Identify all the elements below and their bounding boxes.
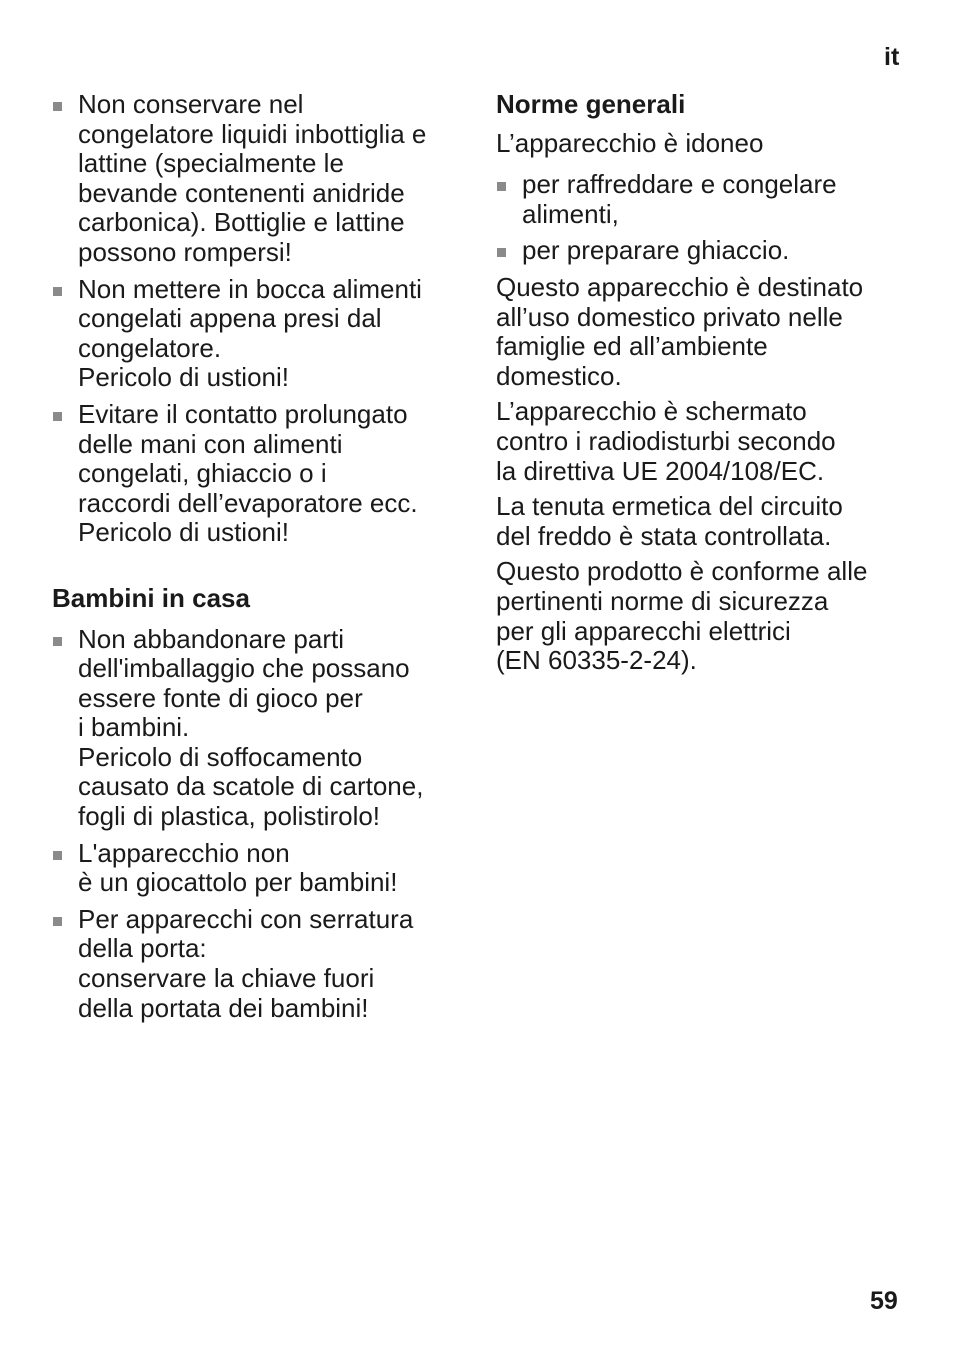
- section-heading-general-rules: Norme generali: [496, 89, 686, 119]
- square-bullet-icon: [53, 851, 62, 860]
- right-column: [496, 90, 916, 682]
- list-item: per raffreddare e congelare alimenti,: [496, 170, 916, 229]
- square-bullet-icon: [497, 248, 506, 257]
- square-bullet-icon: [53, 412, 62, 421]
- section-heading-children: Bambini in casa: [52, 582, 250, 613]
- square-bullet-icon: [53, 287, 62, 296]
- list-item: Non abbandonare parti dell'imballaggio che possano essere fonte di gioco per i bambini. Pericolo di soffocamento causato da scatole di cartone, fogli di plastica, polistirolo!: [52, 625, 462, 832]
- square-bullet-icon: [497, 182, 506, 191]
- paragraph: Questo apparecchio è destinato all’uso domestico privato nelle famiglie ed all’ambiente domestico.: [496, 271, 864, 391]
- list-item: Per apparecchi con serratura della porta: conservare la chiave fuori della portata dei bambini!: [52, 905, 462, 1023]
- suitability-list: [496, 170, 916, 266]
- list-item: per preparare ghiaccio.: [496, 236, 916, 266]
- square-bullet-icon: [53, 102, 62, 111]
- left-column: [52, 90, 462, 1030]
- list-item: Non mettere in bocca alimenti congelati appena presi dal congelatore. Pericolo di ustioni!: [52, 275, 462, 393]
- paragraph: L’apparecchio è schermato contro i radiodisturbi secondo la direttiva UE 2004/108/EC.: [496, 396, 836, 486]
- list-item: Evitare il contatto prolungato delle mani con alimenti congelati, ghiaccio o i raccordi dell’evaporatore ecc. Pericolo di ustioni!: [52, 400, 462, 548]
- paragraph: Questo prodotto è conforme alle pertinenti norme di sicurezza per gli apparecchi elettrici (EN 60335-2-24).: [496, 556, 868, 676]
- page-number: 59: [870, 1287, 898, 1315]
- language-code: it: [884, 43, 900, 71]
- list-item: Non conservare nel congelatore liquidi inbottiglia e lattine (specialmente le bevande contenenti anidride carbonica). Bottiglie e lattine possono rompersi!: [52, 90, 462, 268]
- paragraph: La tenuta ermetica del circuito del freddo è stata controllata.: [496, 491, 843, 551]
- children-safety-list: [52, 625, 462, 1024]
- square-bullet-icon: [53, 917, 62, 926]
- intro-paragraph: L’apparecchio è idoneo: [496, 127, 764, 158]
- list-item: L'apparecchio non è un giocattolo per bambini!: [52, 839, 462, 898]
- square-bullet-icon: [53, 637, 62, 646]
- safety-list: [52, 90, 462, 548]
